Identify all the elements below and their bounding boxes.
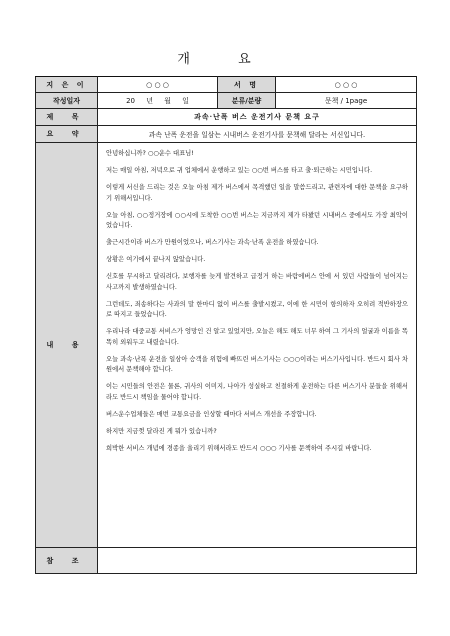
content-row	[36, 143, 417, 548]
content-paragraph: 출근시간이라 버스가 만원이었으나, 버스기사는 과속·난폭 운전을 하였습니다.	[106, 239, 319, 246]
author-value[interactable]: ○ ○ ○	[98, 77, 218, 93]
content-paragraph: 하지만 지금껏 달라진 게 뭐가 있습니까?	[106, 427, 217, 435]
category-value[interactable]: 문책 / 1page	[276, 93, 417, 109]
content-paragraph: 그런데도, 죄송하다는 사과의 말 한마디 없이 버스를 출발시켰고, 이에 한 시민이 항의하자 오히려 적반하장으로 따지고 들었습니다.	[106, 300, 408, 318]
summary-value[interactable]: 과속 난폭 운전을 일삼는 시내버스 운전기사를 문책해 달라는 서신입니다.	[98, 126, 417, 143]
subject-row	[36, 109, 417, 126]
date-value[interactable]: 20 년 월 일	[98, 93, 218, 109]
content-body[interactable]	[98, 143, 417, 548]
content-paragraph: 버스운수업체들은 매번 교통요금을 인상할 때마다 서비스 개선을 주장합니다.	[106, 410, 317, 418]
subject-label: 제 목	[36, 109, 98, 126]
content-paragraph: 상황은 여기에서 끝나지 않았습니다.	[106, 256, 206, 263]
content-paragraph: 저는 매일 아침, 저녁으로 귀 업체에서 운행하고 있는 ○○번 버스를 타고 출·퇴근하는 시민입니다.	[106, 167, 373, 174]
summary-row	[36, 126, 417, 143]
reference-row	[36, 548, 417, 574]
date-row	[36, 93, 417, 109]
content-paragraph: 희박한 서비스 개념에 경종을 울리기 위해서라도 반드시 ○○○ 기사를 문책하여 주시길 바랍니다.	[106, 444, 372, 452]
signer-label: 서 명	[218, 77, 276, 93]
content-paragraph: 이는 시민들의 안전은 물론, 귀사의 이미지, 나아가 성실하고 친절하게 운전하는 다른 버스기사 분들을 위해서라도 반드시 책임을 물어야 합니다.	[106, 383, 408, 401]
content-paragraph: 우리나라 대중교통 서비스가 엉망인 건 알고 있었지만, 오늘은 해도 해도 너무 하여 그 기사의 얼굴과 이름을 똑똑히 외워두고 내렸습니다.	[106, 328, 408, 346]
category-label: 분류/분량	[218, 93, 276, 109]
summary-label: 요 약	[36, 126, 98, 143]
author-label: 지 은 이	[36, 77, 98, 93]
reference-value[interactable]	[98, 548, 417, 574]
reference-label: 참 조	[36, 548, 98, 574]
author-row	[36, 77, 417, 93]
content-paragraph: 오늘 과속·난폭 운전을 일삼아 승객을 위험에 빠뜨린 버스기사는 ○○○이라는 버스기사입니다. 반드시 회사 차원에서 문책해야 합니다.	[106, 355, 408, 373]
content-label: 내 용	[36, 143, 98, 548]
document-title: 개 요	[177, 52, 273, 67]
subject-value[interactable]: 과속·난폭 버스 운전기사 문책 요구	[98, 109, 417, 126]
content-paragraph: 이렇게 서신을 드리는 것은 오늘 아침 제가 버스에서 목격했던 일을 말씀드리고, 관련자에 대한 문책을 요구하기 위해서입니다.	[106, 184, 408, 202]
content-paragraph: 신호를 무시하고 달리려다, 보행자를 늦게 발견하고 급정거 하는 바람에버스 안에 서 있던 사람들이 넘어지는 사고까지 발생하였습니다.	[106, 273, 408, 291]
date-label: 작성일자	[36, 93, 98, 109]
content-paragraph: 오늘 아침, ○○정거장에 ○○시에 도착한 ○○번 버스는 지금까지 제가 타봤던 시내버스 중에서도 가장 최악이었습니다.	[106, 211, 408, 229]
signer-value[interactable]: ○ ○ ○	[276, 77, 417, 93]
content-paragraph: 안녕하십니까? ○○운수 대표님!	[106, 150, 194, 157]
outline-form	[35, 76, 417, 574]
